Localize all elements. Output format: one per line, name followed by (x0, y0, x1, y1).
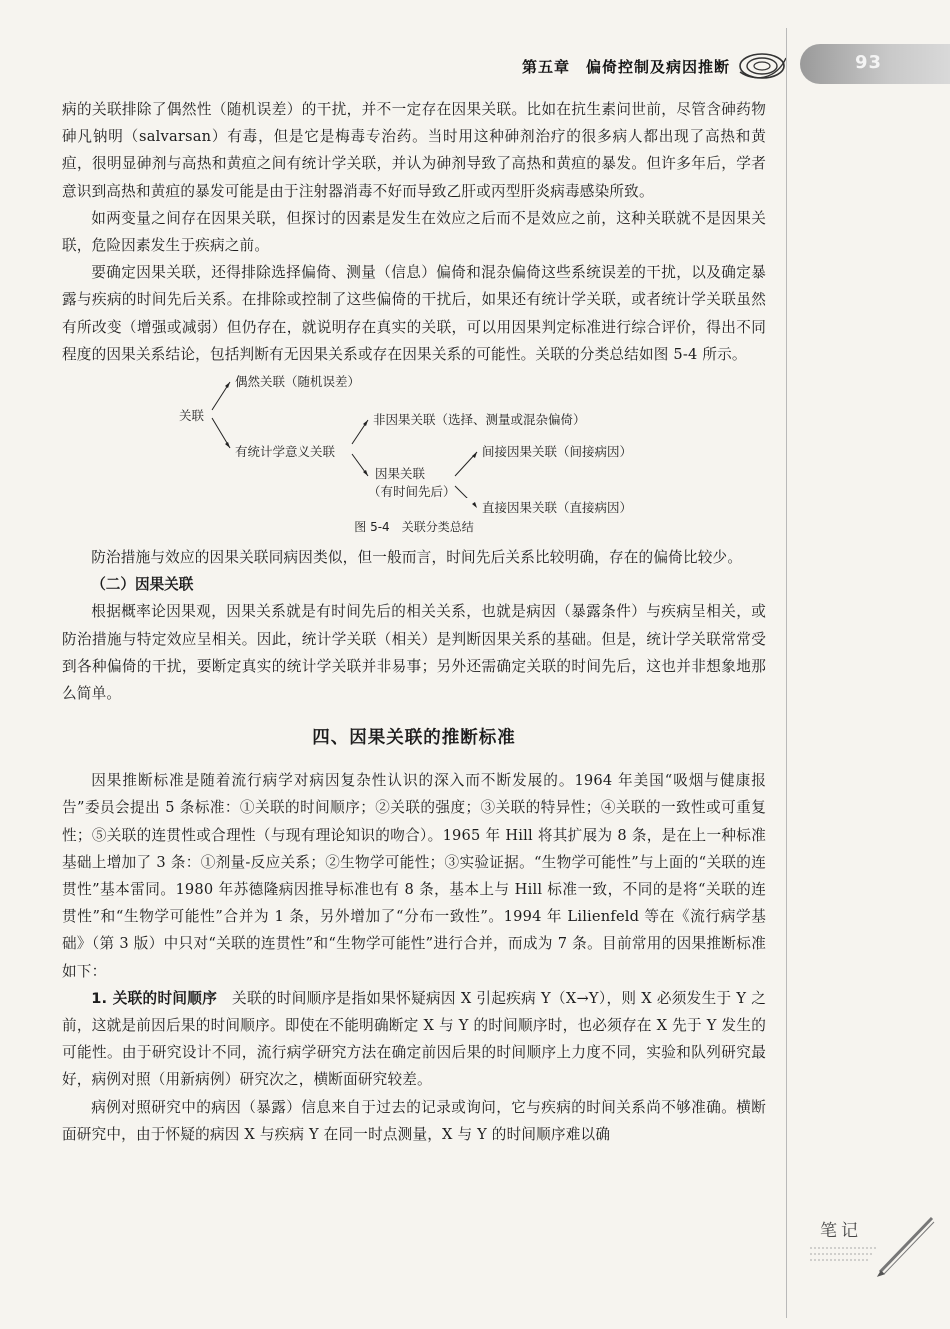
chapter-title: 第五章 偏倚控制及病因推断 (521, 58, 730, 76)
paragraph-2: 如两变量之间存在因果关联，但探讨的因素是发生在效应之后而不是效应之前，这种关联就不是因果关联，危险因素发生于疾病之前。 (62, 209, 766, 255)
node-statistical-association: 有统计学意义关联 (235, 444, 336, 460)
notes-marker (808, 1210, 938, 1280)
node-causal-temporal-note: （有时间先后） (368, 484, 456, 500)
paragraph-1: 病的关联排除了偶然性（随机误差）的干扰，并不一定存在因果关联。比如在抗生素问世前，尽管含砷药物砷凡钠明（salvarsan）有毒，但是它是梅毒专治药。当时用这种砷剂治疗的很多病人都出现了高热和黄疸，很明显砷剂与高热和黄疸之间有统计学关联，并认为砷剂导致了高热和黄疸的暴发。但许多年后，学者意识到高热和黄疸的暴发可能是由于注射器消毒不好而导致乙肝或丙型肝炎病毒感染所致。 (62, 101, 766, 200)
node-causal-association: 因果关联 (375, 466, 426, 482)
swirl-logo-icon (736, 48, 788, 84)
paragraph-7 (62, 985, 766, 1094)
node-indirect-causal: 间接因果关联（间接病因） (482, 444, 633, 460)
node-association: 关联 (179, 408, 205, 424)
notes-label: 笔记 (820, 1221, 862, 1241)
node-chance-association: 偶然关联（随机误差） (235, 374, 361, 390)
paragraph-4: 防治措施与效应的因果关联同病因类似，但一般而言，时间先后关系比较明确，存在的偏倚比较少。 (91, 549, 743, 567)
node-direct-causal: 直接因果关联（直接病因） (482, 500, 633, 516)
paragraph-3: 要确定因果关联，还得排除选择偏倚、测量（信息）偏倚和混杂偏倚这些系统误差的干扰，以及确定暴露与疾病的时间先后关系。在排除或控制了这些偏倚的干扰后，如果还有统计学关联，或者统计学关联虽然有所改变（增强或减弱）但仍存在，就说明存在真实的关联，可以用因果判定标准进行综合评价，得出不同程度的因果关系结论，包括判断有无因果关系或存在因果关系的可能性。关联的分类总结如图 5-4 所示。 (62, 264, 766, 363)
paragraph-8: 病例对照研究中的病因（暴露）信息来自于过去的记录或询问，它与疾病的时间关系尚不够准确。横断面研究中，由于怀疑的病因 X 与疾病 Y 在同一时点测量，X 与 Y 的时间顺序难以确 (62, 1098, 766, 1143)
page-number-tab (800, 44, 950, 84)
subsection-title: （二）因果关联 (91, 576, 194, 594)
arrow-head (472, 502, 477, 508)
tree-connectors-lower (62, 368, 766, 540)
section-title: 四、因果关联的推断标准 (312, 728, 516, 749)
paragraph-6: 因果推断标准是随着流行病学对病因复杂性认识的深入而不断发展的。1964 年美国“吸烟与健康报告”委员会提出 5 条标准：①关联的时间顺序；②关联的强度；③关联的特异性；④关联的一致性或可重复性；⑤关联的连贯性或合理性（与现有理论知识的吻合）。1965 年 Hill 将其扩展为 8 条，是在上一种标准基础上增加了 3 条：①剂量-反应关系；②生物学可能性；③实验证据。“生物学可能性”与上面的“关联的连贯性”基本雷同。1980 年苏德隆病因推导标准也有 8 条，基本上与 Hill 标准一致，不同的是将“关联的连贯性”和“生物学可能性”合并为 1 条，另外增加了“分布一致性”。1994 年 Lilienfeld 等在《流行病学基础》（第 3 版）中只对“关联的连贯性”和“生物学可能性”进行合并，而成为 7 条。目前常用的因果推断标准如下： (62, 772, 766, 980)
paragraph-5: 根据概率论因果观，因果关系就是有时间先后的相关关系，也就是病因（暴露条件）与疾病呈相关，或防治措施与特定效应呈相关。因此，统计学关联（相关）是判断因果关系的基础。但是，统计学关联常常受到各种偏倚的干扰，要断定真实的统计学关联并非易事；另外还需确定关联的时间先后，这也并非想象地那么简单。 (62, 603, 766, 703)
figure-association-tree (62, 368, 766, 540)
criterion-text: 关联的时间顺序是指如果怀疑病因 X 引起疾病 Y（X→Y），则 X 必须发生于 Y 之前，这就是前因后果的时间顺序。即使在不能明确断定 X 与 Y 的时间顺序时，也必须存在 X 先于 Y 发生的可能性。由于研究设计不同，流行病学研究方法在确定前因后果的时间顺序上力度不同，实验和队列研究最好，病例对照（用新病例）研究次之，横断面研究较差。 (62, 989, 767, 1089)
running-header (420, 48, 790, 84)
margin-rule (786, 28, 787, 1318)
node-noncausal-association: 非因果关联（选择、测量或混杂偏倚） (373, 412, 586, 428)
figure-caption: 图 5-4 关联分类总结 (354, 520, 474, 535)
criterion-heading: 1. 关联的时间顺序 (91, 989, 218, 1007)
pen-icon (808, 1210, 938, 1280)
page-number: 93 (855, 52, 883, 73)
page-content (62, 96, 766, 1148)
